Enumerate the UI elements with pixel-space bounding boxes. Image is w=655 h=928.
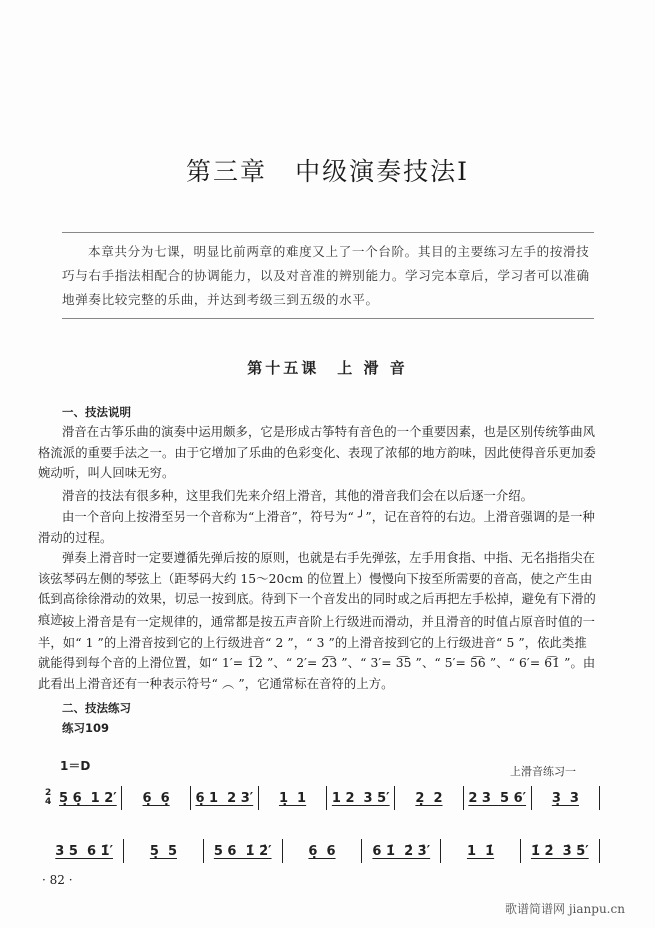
divider-bottom: [62, 318, 594, 319]
chapter-intro: 本章共分为七课，明显比前两章的难度又上了一个台阶。其目的主要练习左手的按滑技巧与右手指法相配合的协调能力，以及对音准的辨别能力。学习完本章后，学习者可以准确地弹奏比较完整的乐曲，并达到考级三到五级的水平。: [62, 244, 590, 307]
lesson-title: 第十五课 上 滑 音: [247, 359, 408, 377]
measure: 6̣ 1 2 3′: [195, 790, 254, 806]
measure: 6 1̇ 2̇ 3̇′: [372, 843, 431, 859]
chapter-title: [0, 152, 655, 188]
section-heading: 一、技法说明: [62, 405, 131, 419]
watermark: 歌谱简谱网 jianpu.cn: [505, 902, 625, 916]
exercise-label: 练习109: [62, 721, 110, 735]
ts-bottom: 4: [45, 797, 52, 807]
divider-top: [62, 232, 594, 233]
paragraph: 弹奏上滑音时一定要遵循先弹后按的原则，也就是右手先弹弦，左手用食指、中指、无名指指尖在该弦琴码左侧的琴弦上（距琴码大约 15～20cm 的位置上）慢慢向下按至所需要的音高，使之产生由低到高徐徐滑动的效果，切忌一按到底。待到下一个音发出的同时或之后再把左手松掉，避免有下滑的痕迹。: [38, 551, 596, 627]
measure: 1̣ 1: [278, 790, 307, 806]
measure: 3̣ 3: [551, 790, 579, 806]
measure: 2̣ 2: [415, 790, 443, 806]
paragraph: 滑音在古筝乐曲的演奏中运用颇多，它是形成古筝特有音色的一个重要因素，也是区别传统筝曲风格流派的重要手法之一。由于它增加了乐曲的色彩变化、表现了浓郁的地方韵味，因此使得音乐更加委婉动听，叫人回味无穷。: [38, 425, 596, 480]
measure: 6̣ 6̣: [142, 790, 170, 806]
paragraph: 滑音的技法有很多种，这里我们先来介绍上滑音，其他的滑音我们会在以后逐一介绍。: [62, 489, 534, 503]
measure: 5̣ 5: [149, 843, 177, 859]
section-heading: 二、技法练习: [62, 701, 131, 715]
measure: 1 2 3 5′: [331, 790, 390, 806]
chapter-name: 中级演奏技法Ⅰ: [295, 157, 469, 186]
time-signature: [45, 789, 51, 807]
measure: 2 3 5 6′: [468, 790, 527, 806]
ts-top: 2: [45, 788, 52, 798]
chapter-label: 第三章: [186, 157, 268, 186]
page-number: · 82 ·: [42, 873, 73, 887]
bar-line: [599, 839, 600, 863]
measure: 3 5 6 1̇′: [55, 843, 113, 859]
paragraph: 由一个音向上按滑至另一个音称为“上滑音”，符号为“ ╯”，记在音符的右边。上滑音强调的是一种滑动的过程。: [38, 510, 595, 545]
exercise-title: 上滑音练习一: [510, 765, 576, 778]
measure: 5 6 1̇ 2̇′: [213, 843, 272, 859]
paragraph: 按上滑音是有一定规律的，通常都是按五声音阶上行级进而滑动，并且滑音的时值占原音时值的一半，如“ 1 ”的上滑音按到它的上行级进音“ 2 ”，“ 3 ”的上滑音按到它的上行级进音“ 5 ”，依此类推就能得到每个音的上滑位置，如“ 1′= 1͡2 ”、“ 2′= 2͡3̇ ”、“ 3′= 3͡5 ”、“ 5′= 5͡6̇ ”、“ 6′= 6͡1̇ ”。由此看出上滑音还有一种表示符号“ ︵ ”，它通常标在音符的上方。: [38, 615, 596, 691]
score-row-1: [45, 785, 600, 811]
measure: 1̇ 2̇ 3̇ 5̇′: [530, 843, 589, 859]
measure: 1 1̇: [466, 843, 495, 859]
bar-line: [599, 786, 600, 810]
measure: 5̣ 6̣ 1 2′: [59, 790, 117, 806]
score-row-2: [45, 838, 600, 864]
key-signature: 1＝D: [60, 759, 91, 773]
measure: 6̣ 6: [308, 843, 336, 859]
